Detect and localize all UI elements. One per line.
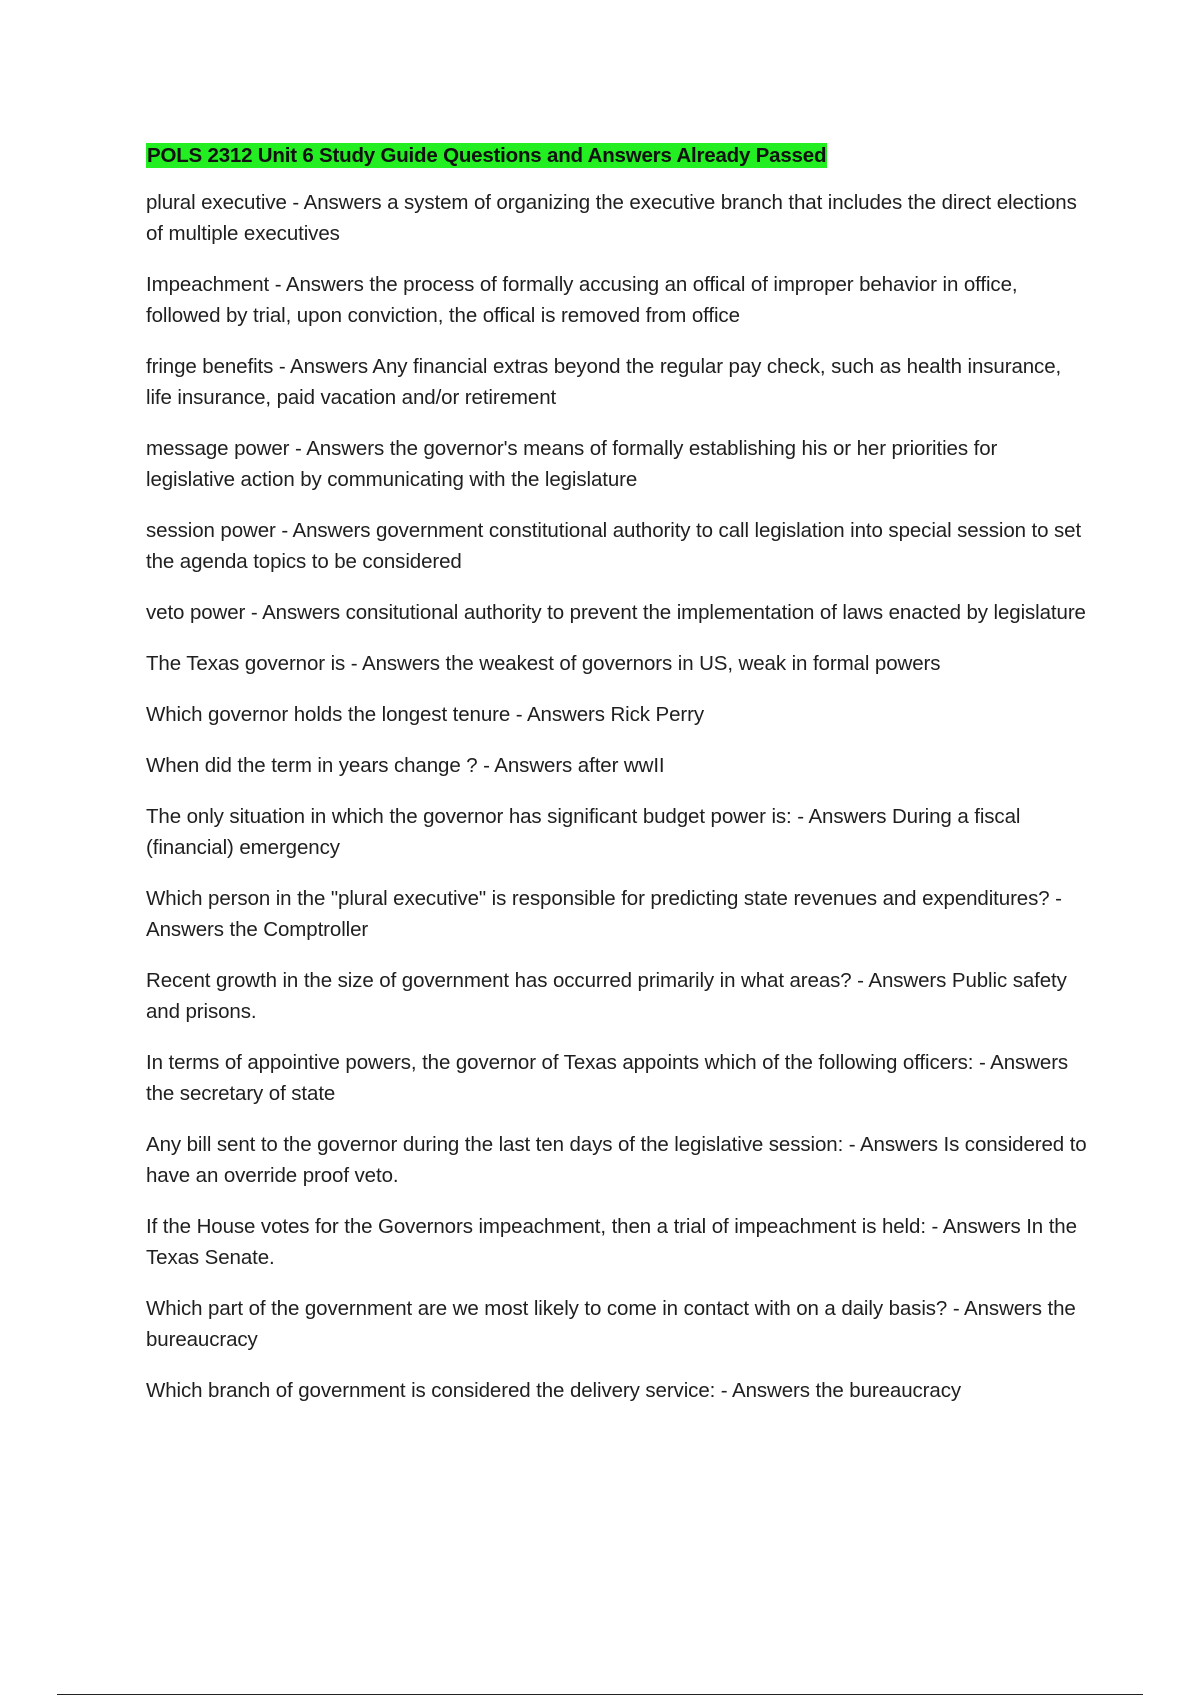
document-title: POLS 2312 Unit 6 Study Guide Questions and Answers Already Passed [147,144,827,167]
document-body [146,143,1091,1426]
qa-entry: The only situation in which the governor has significant budget power is: - Answers During a fiscal (financial) emergency [146,805,1021,859]
qa-entry: If the House votes for the Governors impeachment, then a trial of impeachment is held: - Answers In the Texas Senate. [146,1215,1077,1269]
qa-entry: Which part of the government are we most likely to come in contact with on a daily basis? - Answers the bureaucracy [146,1297,1076,1351]
qa-list [146,187,1091,1406]
qa-entry: Which person in the "plural executive" is responsible for predicting state revenues and expenditures? - Answers the Comptroller [146,887,1062,941]
qa-entry: session power - Answers government constitutional authority to call legislation into special session to set the agenda topics to be considered [146,519,1082,573]
footer-divider [57,1694,1143,1695]
qa-entry: Any bill sent to the governor during the last ten days of the legislative session: - Answers Is considered to have an override proof veto. [146,1133,1087,1187]
qa-entry: When did the term in years change ? - Answers after wwII [146,754,665,777]
qa-entry: veto power - Answers consitutional authority to prevent the implementation of laws enacted by legislature [146,601,1086,624]
qa-entry: message power - Answers the governor's means of formally establishing his or her priorities for legislative action by communicating with the legislature [146,437,998,491]
qa-entry: plural executive - Answers a system of organizing the executive branch that includes the direct elections of multiple executives [146,191,1077,245]
qa-entry: Recent growth in the size of government has occurred primarily in what areas? - Answers Public safety and prisons. [146,969,1067,1023]
qa-entry: Impeachment - Answers the process of formally accusing an offical of improper behavior in office, followed by trial, upon conviction, the offical is removed from office [146,273,1018,327]
qa-entry: Which branch of government is considered the delivery service: - Answers the bureaucracy [146,1379,962,1402]
qa-entry: fringe benefits - Answers Any financial extras beyond the regular pay check, such as health insurance, life insurance, paid vacation and/or retirement [146,355,1062,409]
qa-entry: In terms of appointive powers, the governor of Texas appoints which of the following officers: - Answers the secretary of state [146,1051,1069,1105]
qa-entry: The Texas governor is - Answers the weakest of governors in US, weak in formal powers [146,652,941,675]
qa-entry: Which governor holds the longest tenure - Answers Rick Perry [146,703,705,726]
